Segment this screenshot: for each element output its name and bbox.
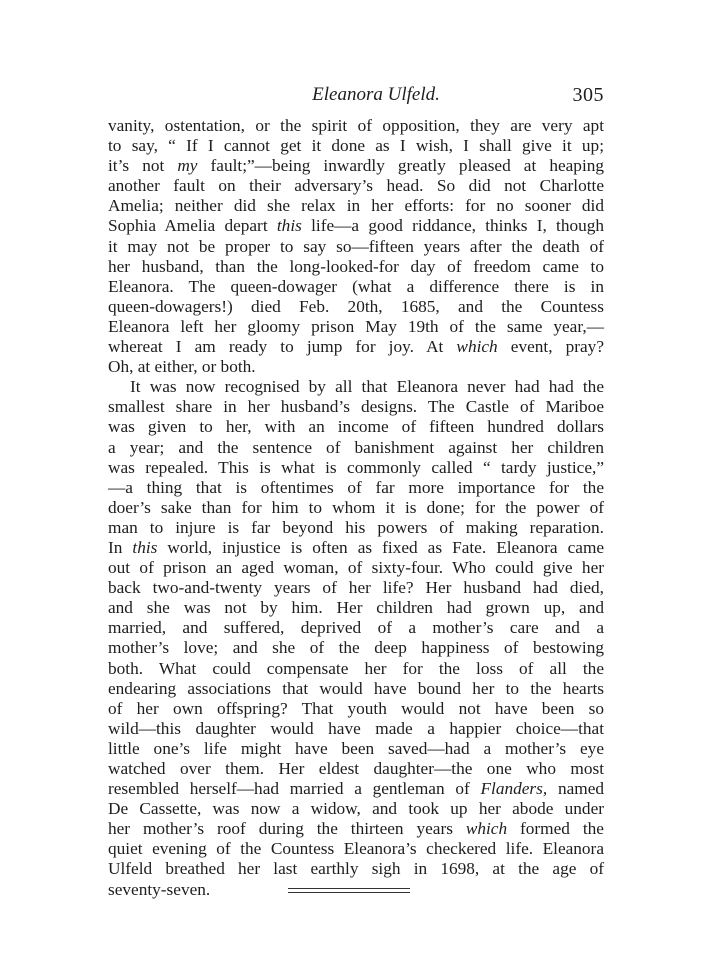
text-line: smallest share in her husband’s designs. The Castle of Mariboe <box>108 397 604 417</box>
text-line: Ulfeld breathed her last earthly sigh in 1698, at the age of <box>108 859 604 879</box>
text-line: out of prison an aged woman, of sixty-four. Who could give her <box>108 558 604 578</box>
text-line: married, and suffered, deprived of a mother’s care and a <box>108 618 604 638</box>
end-rule <box>288 888 410 889</box>
text-line: both. What could compensate her for the loss of all the <box>108 658 604 678</box>
text-line: vanity, ostentation, or the spirit of opposition, they are very apt <box>108 116 604 135</box>
running-head <box>108 82 604 108</box>
text-line: whereat I am ready to jump for joy. At which event, pray? <box>108 337 604 357</box>
text-line: Sophia Amelia depart this life—a good riddance, thinks I, though <box>108 216 605 236</box>
text-line: it may not be proper to say so—fifteen years after the death of <box>108 236 604 256</box>
text-line: man to injure is far beyond his powers of making reparation. <box>108 517 604 537</box>
text-line: In this world, injustice is often as fixed as Fate. Eleanora came <box>108 537 605 557</box>
end-rule <box>288 892 410 893</box>
text-line: a year; and the sentence of banishment against her children <box>108 437 604 457</box>
text-line: resembled herself—had married a gentleman of Flanders, named <box>108 779 605 799</box>
text-line: little one’s life might have been saved—had a mother’s eye <box>108 738 604 758</box>
text-line: Amelia; neither did she relax in her efforts: for no sooner did <box>108 196 604 216</box>
text-line: Oh, at either, or both. <box>108 357 256 377</box>
text-line: queen-dowagers!) died Feb. 20th, 1685, and the Countess <box>108 296 604 316</box>
text-line: Eleanora. The queen-dowager (what a difference there is in <box>108 276 604 296</box>
text-line: seventy-seven. <box>108 879 211 899</box>
text-line: —a thing that is oftentimes of far more importance for the <box>108 477 604 497</box>
body-text <box>108 116 604 900</box>
text-line: quiet evening of the Countess Eleanora’s checkered life. Eleanora <box>108 839 604 859</box>
running-title: Eleanora Ulfeld. <box>312 84 440 105</box>
text-line: doer’s sake than for him to whom it is done; for the power of <box>108 497 604 517</box>
text-line: Eleanora left her gloomy prison May 19th of the same year,— <box>108 316 604 336</box>
text-line: wild—this daughter would have made a happier choice—that <box>108 718 604 738</box>
text-line: was repealed. This is what is commonly called “ tardy justice,” <box>108 457 604 477</box>
text-line: mother’s love; and she of the deep happiness of bestowing <box>108 638 604 658</box>
text-line: and she was not by him. Her children had grown up, and <box>108 598 604 618</box>
text-line: her mother’s roof during the thirteen years which formed the <box>108 819 604 839</box>
text-line: was given to her, with an income of fifteen hundred dollars <box>108 417 604 437</box>
text-line: It was now recognised by all that Eleanora never had had the <box>130 377 604 397</box>
page-number: 305 <box>572 84 604 106</box>
text-line: it’s not my fault;”—being inwardly greatly pleased at heaping <box>108 156 605 176</box>
text-line: to say, “ If I cannot get it done as I wish, I shall give it up; <box>108 136 604 156</box>
text-line: endearing associations that would have bound her to the hearts <box>108 678 604 698</box>
text-line: watched over them. Her eldest daughter—the one who most <box>108 759 604 778</box>
text-line: of her own offspring? That youth would not have been so <box>108 698 604 718</box>
text-line: another fault on their adversary’s head. So did not Charlotte <box>108 176 604 196</box>
text-line: back two-and-twenty years of her life? Her husband had died, <box>108 578 604 598</box>
text-line: De Cassette, was now a widow, and took up her abode under <box>108 799 604 819</box>
text-line: her husband, than the long-looked-for day of freedom came to <box>108 256 604 276</box>
